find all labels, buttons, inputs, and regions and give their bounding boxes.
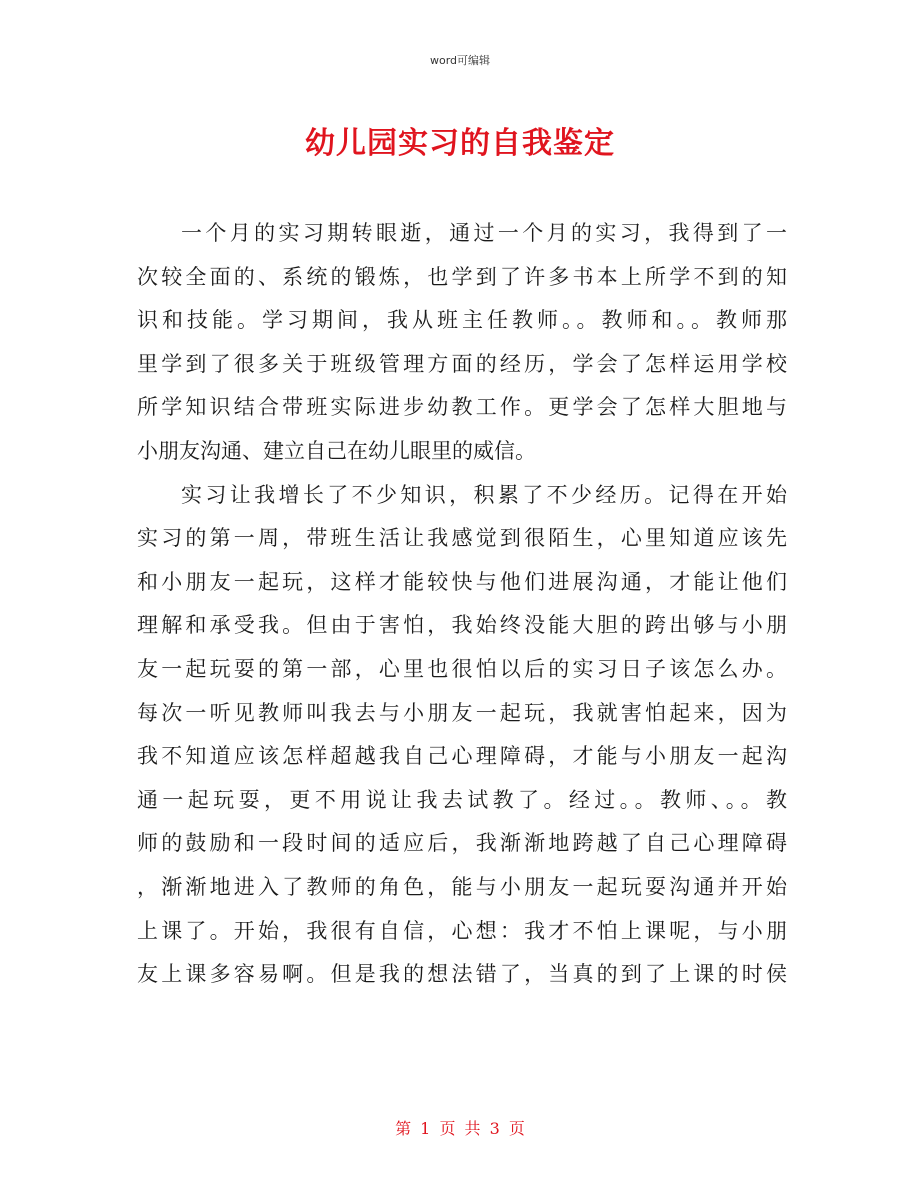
text-line: 理解和承受我。但由于害怕，我始终没能大胆的跨出够与小朋 [137,613,787,638]
text-line: 小朋友沟通、建立自己在幼儿眼里的威信。 [137,438,536,463]
text-line: 识和技能。学习期间，我从班主任教师。。教师和。。教师那 [137,308,787,333]
text-line: 友一起玩耍的第一部，心里也很怕以后的实习日子该怎么办。 [137,656,787,681]
text-line: 友上课多容易啊。但是我的想法错了，当真的到了上课的时侯 [137,962,787,987]
document-title: 幼儿园实习的自我鉴定 [305,126,615,161]
text-line: 次较全面的、系统的锻炼，也学到了许多书本上所学不到的知 [137,264,787,289]
document-body [137,212,787,997]
text-line: 所学知识结合带班实际进步幼教工作。更学会了怎样大胆地与 [137,395,787,420]
text-line: ，渐渐地进入了教师的角色，能与小朋友一起玩耍沟通并开始 [137,874,787,899]
text-line: 实习让我增长了不少知识，积累了不少经历。记得在开始 [181,482,787,507]
text-line: 和小朋友一起玩，这样才能较快与他们进展沟通，才能让他们 [137,569,787,594]
page-header: word可编辑 [429,54,491,67]
page-footer: 第 1 页 共 3 页 [395,1119,525,1138]
text-line: 里学到了很多关于班级管理方面的经历，学会了怎样运用学校 [137,351,787,376]
text-line: 一个月的实习期转眼逝，通过一个月的实习，我得到了一 [181,221,787,245]
text-line: 实习的第一周，带班生活让我感觉到很陌生，心里知道应该先 [137,526,787,551]
text-line: 师的鼓励和一段时间的适应后，我渐渐地跨越了自己心理障碍 [137,831,787,856]
text-line: 我不知道应该怎样超越我自己心理障碍，才能与小朋友一起沟 [137,744,787,769]
text-line: 每次一听见教师叫我去与小朋友一起玩，我就害怕起来，因为 [137,700,787,725]
text-line: 上课了。开始，我很有自信，心想：我才不怕上课呢，与小朋 [137,918,787,943]
text-line: 通一起玩耍，更不用说让我去试教了。经过。。教师、。。教 [137,787,787,812]
